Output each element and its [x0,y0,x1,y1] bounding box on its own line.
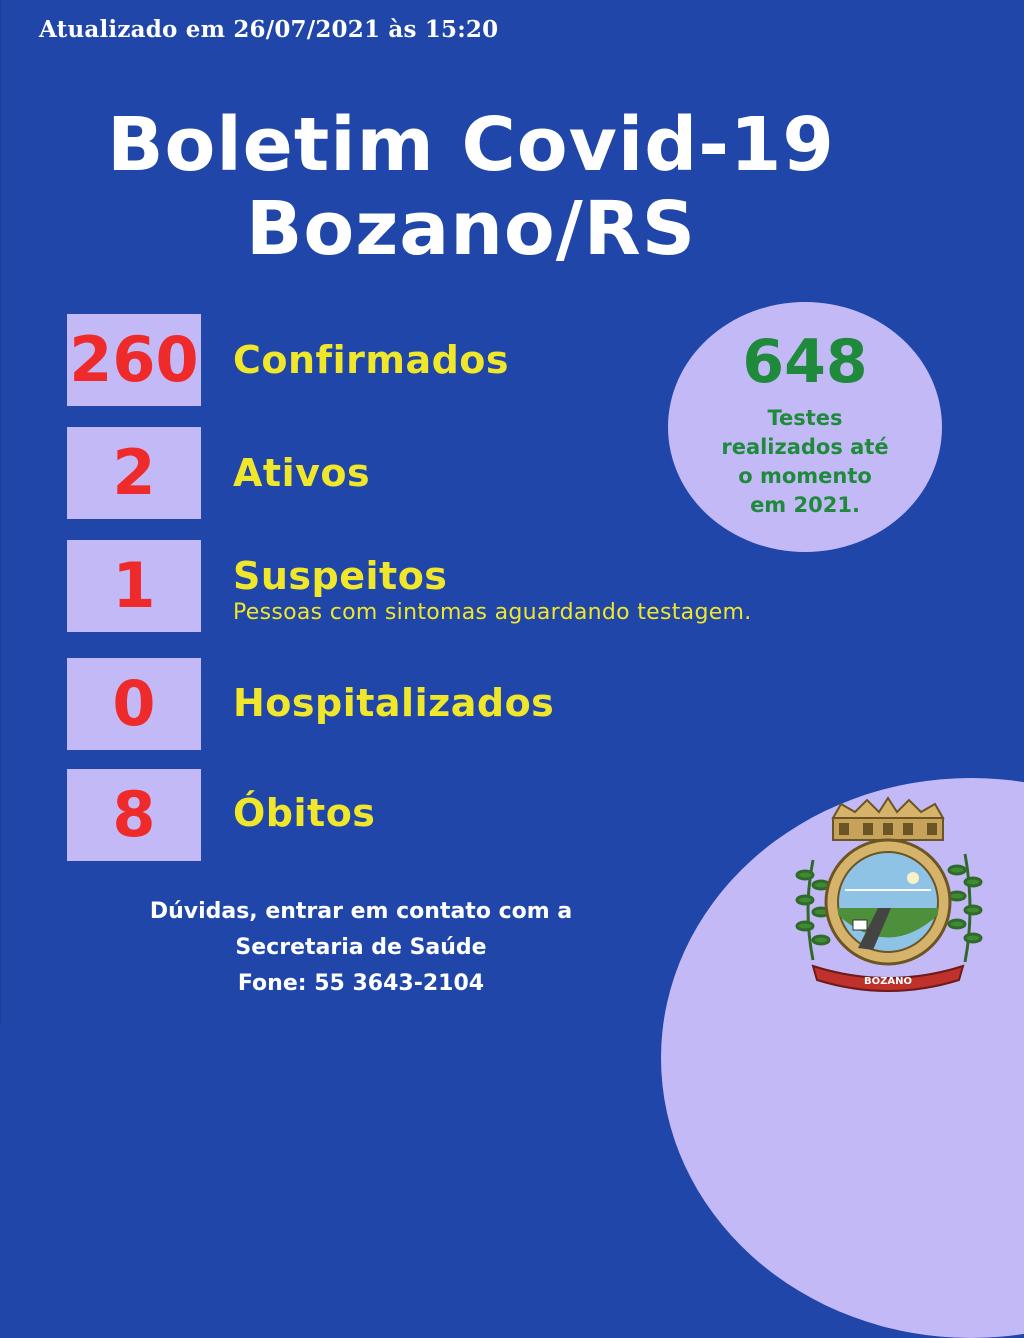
updated-timestamp: Atualizado em 26/07/2021 às 15:20 [39,16,499,43]
plant-left-icon [797,860,829,960]
tests-description [698,404,912,520]
shield-icon [826,840,950,964]
suspected-count-box [67,540,201,632]
contact-info [61,894,661,1002]
suspected-label: Suspeitos [233,554,448,598]
banner-ribbon [813,966,963,991]
tests-text-line: Testes [767,406,843,430]
tests-text-line: em 2021. [750,493,860,517]
active-count: 2 [112,436,156,509]
deaths-count-box [67,769,201,861]
confirmed-count: 260 [69,323,199,396]
page-subtitle-city: Bozano/RS [245,186,697,272]
plant-right-icon [949,854,981,962]
hospitalized-label: Hospitalizados [233,681,555,725]
contact-department: Secretaria de Saúde [235,935,487,960]
confirmed-label: Confirmados [233,338,510,382]
crown-icon [833,798,943,840]
tests-text-line: o momento [738,464,872,488]
hospitalized-count: 0 [112,667,156,740]
confirmed-count-box [67,314,201,406]
deaths-count: 8 [112,778,156,851]
coat-of-arms-icon [783,790,993,1000]
contact-line: Dúvidas, entrar em contato com a [149,899,573,924]
active-count-box [67,427,201,519]
suspected-description: Pessoas com sintomas aguardando testagem. [233,600,752,625]
tests-count: 648 [742,327,868,397]
deaths-label: Óbitos [233,791,376,835]
hospitalized-count-box [67,658,201,750]
banner-text: BOZANO [864,976,912,987]
tests-text-line: realizados até [721,435,889,459]
suspected-count: 1 [112,549,156,622]
tests-badge [668,302,942,552]
contact-phone: Fone: 55 3643-2104 [237,971,485,996]
page-title: Boletim Covid-19 [107,102,835,188]
active-label: Ativos [233,451,371,495]
